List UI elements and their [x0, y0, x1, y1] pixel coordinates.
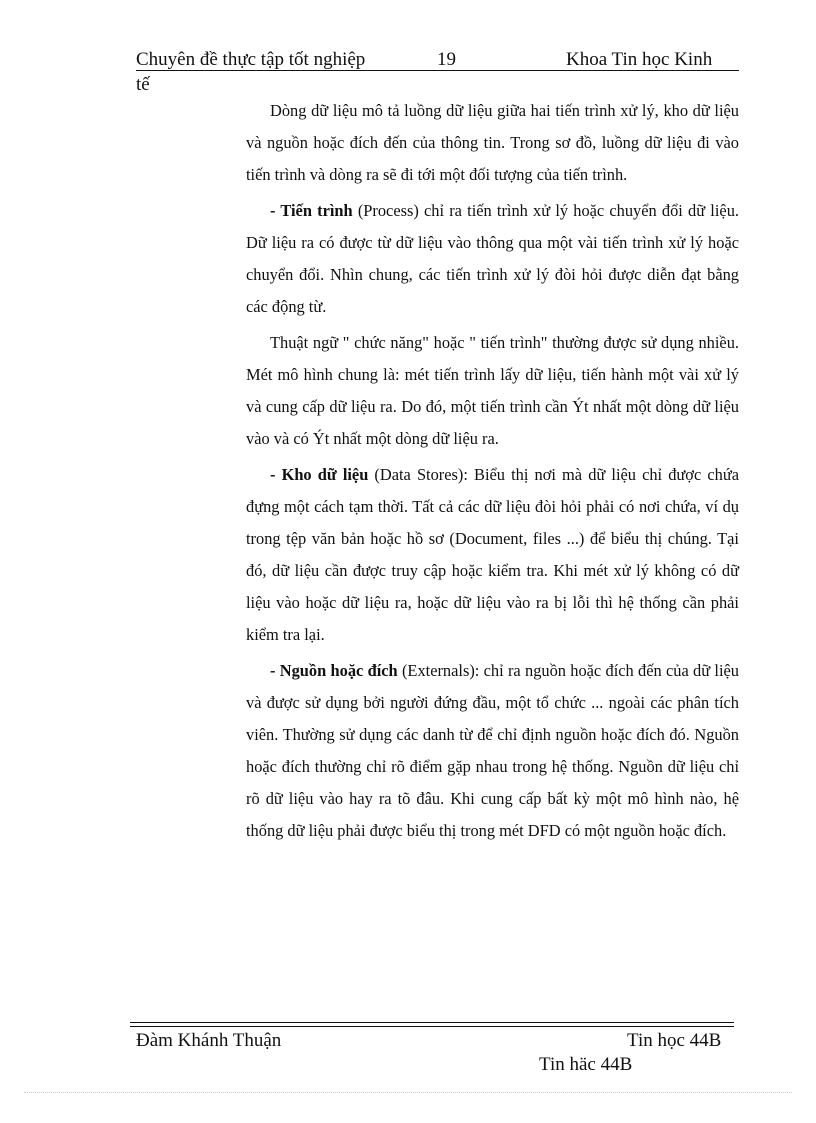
paragraph-externals: - Nguồn hoặc đích (Externals): chỉ ra nguồn hoặc đích đến của dữ liệu và được sử dụng bởi người đứng đầu, một tổ chức ... ngoài các phân tích viên. Thường sử dụng các danh từ để chỉ định nguồn hoặc đích đó. Nguồn hoặc đích thường chỉ rõ điểm gặp nhau trong hệ thống. Nguồn dữ liệu chỉ rõ dữ liệu vào hay ra tõ đâu. Khi cung cấp bất kỳ một mô hình nào, hệ thống dữ liệu phải được biểu thị trong mét DFD có một nguồn hoặc đích.: [246, 661, 739, 840]
term-externals: - Nguồn hoặc đích: [270, 661, 398, 680]
footer-rule-bottom: [130, 1026, 734, 1027]
header-underline: [136, 70, 739, 71]
term-process: - Tiến trình: [270, 201, 353, 220]
paragraph-data-flow: Dòng dữ liệu mô tả luồng dữ liệu giữa hai tiến trình xử lý, kho dữ liệu và nguồn hoặc đích đến của thông tin. Trong sơ đồ, luồng dữ liệu đi vào tiến trình và dòng ra sẽ đi tới một đối tượng của tiến trình.: [246, 101, 739, 184]
header-left-title: Chuyên đề thực tập tốt nghiệp: [136, 49, 366, 70]
footer-author: Đàm Khánh Thuận: [136, 1030, 282, 1051]
footer-class-duplicate: Tin häc 44B: [539, 1054, 633, 1075]
page-number: 19: [437, 49, 456, 70]
header-wrap-text: tế: [136, 74, 150, 95]
header-right-title: Khoa Tin học Kinh: [566, 49, 713, 70]
footer-class: Tin học 44B: [627, 1030, 722, 1051]
document-body: [246, 95, 739, 851]
paragraph-data-stores: - Kho dữ liệu (Data Stores): Biểu thị nơi mà dữ liệu chỉ được chứa đựng một cách tạm thời. Tất cả các dữ liệu đòi hỏi phải có nơi chứa, ví dụ trong tệp văn bản hoặc hồ sơ (Document, files ...) để biểu thị chúng. Tại đó, dữ liệu cần được truy cập hoặc kiểm tra. Khi mét xử lý không có dữ liệu vào hoặc dữ liệu ra, hoặc dữ liệu vào ra bị lỗi thì hệ thống cần phải kiểm tra lại.: [246, 465, 739, 644]
page-edge-dotted-line: [24, 1092, 792, 1093]
footer-rule-top: [130, 1022, 734, 1023]
term-data-stores: - Kho dữ liệu: [270, 465, 369, 484]
paragraph-process: - Tiến trình (Process) chỉ ra tiến trình xử lý hoặc chuyển đổi dữ liệu. Dữ liệu ra có được từ dữ liệu vào thông qua một vài tiến trình xử lý hoặc chuyển đổi. Nhìn chung, các tiến trình xử lý đòi hỏi được diễn đạt bằng các động từ.: [246, 201, 739, 316]
paragraph-terminology: Thuật ngữ " chức năng" hoặc " tiến trình" thường được sử dụng nhiều. Mét mô hình chung là: mét tiến trình lấy dữ liệu, tiến hành một vài xử lý và cung cấp dữ liệu ra. Do đó, một tiến trình cần Ýt nhất một dòng dữ liệu vào và có Ýt nhất một dòng dữ liệu ra.: [246, 333, 739, 448]
